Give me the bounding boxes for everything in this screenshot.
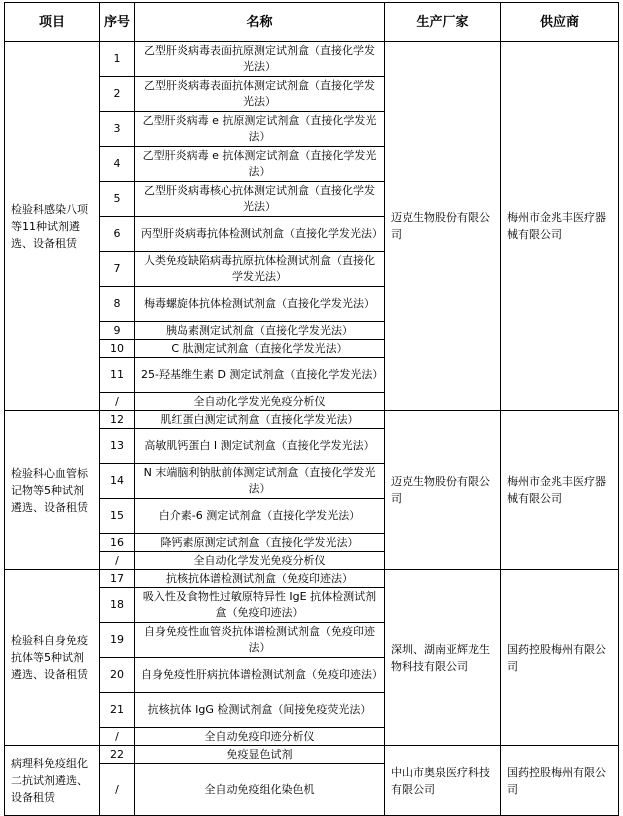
row-name: 乙型肝炎病毒表面抗体测定试剂盒（直接化学发光法）	[135, 77, 385, 112]
group-project: 检验科感染八项等11种试剂遴选、设备租赁	[5, 42, 100, 411]
row-name: 高敏肌钙蛋白 I 测定试剂盒（直接化学发光法）	[135, 429, 385, 464]
group-maker: 迈克生物股份有限公司	[385, 411, 501, 570]
group-project: 检验科心血管标记物等5种试剂遴选、设备租赁	[5, 411, 100, 570]
header-maker: 生产厂家	[385, 3, 501, 42]
row-name: 乙型肝炎病毒 e 抗原测定试剂盒（直接化学发光法）	[135, 112, 385, 147]
row-seq: 3	[100, 112, 135, 147]
row-seq: 1	[100, 42, 135, 77]
table-row	[5, 746, 619, 764]
row-seq: 7	[100, 252, 135, 287]
row-seq: 6	[100, 217, 135, 252]
row-name: 降钙素原测定试剂盒（直接化学发光法）	[135, 534, 385, 552]
row-seq: 18	[100, 588, 135, 623]
group-supplier: 国药控股梅州有限公司	[501, 746, 619, 816]
row-name: N 末端脑利钠肽前体测定试剂盒（直接化学发光法）	[135, 464, 385, 499]
header-seq: 序号	[100, 3, 135, 42]
row-seq: /	[100, 764, 135, 816]
row-name: 白介素-6 测定试剂盒（直接化学发光法）	[135, 499, 385, 534]
row-name: 抗核抗体谱检测试剂盒（免疫印迹法）	[135, 570, 385, 588]
row-seq: 20	[100, 658, 135, 693]
row-name: 梅毒螺旋体抗体检测试剂盒（直接化学发光法）	[135, 287, 385, 322]
group-project: 检验科自身免疫抗体等5种试剂遴选、设备租赁	[5, 570, 100, 746]
row-name: 胰岛素测定试剂盒（直接化学发光法）	[135, 322, 385, 340]
group-supplier: 梅州市金兆丰医疗器械有限公司	[501, 411, 619, 570]
group-maker: 中山市奥泉医疗科技有限公司	[385, 746, 501, 816]
row-seq: /	[100, 393, 135, 411]
row-name: C 肽测定试剂盒（直接化学发光法）	[135, 340, 385, 358]
row-seq: 14	[100, 464, 135, 499]
row-name: 全自动化学发光免疫分析仪	[135, 552, 385, 570]
row-seq: 4	[100, 147, 135, 182]
row-seq: 13	[100, 429, 135, 464]
row-seq: 19	[100, 623, 135, 658]
row-seq: 10	[100, 340, 135, 358]
row-name: 自身免疫性血管炎抗体谱检测试剂盒（免疫印迹法）	[135, 623, 385, 658]
row-seq: 21	[100, 693, 135, 728]
row-name: 全自动免疫组化染色机	[135, 764, 385, 816]
row-name: 免疫显色试剂	[135, 746, 385, 764]
row-name: 丙型肝炎病毒抗体检测试剂盒（直接化学发光法）	[135, 217, 385, 252]
row-name: 乙型肝炎病毒核心抗体测定试剂盒（直接化学发光法）	[135, 182, 385, 217]
row-seq: 5	[100, 182, 135, 217]
header-row	[5, 3, 619, 42]
row-name: 肌红蛋白测定试剂盒（直接化学发光法）	[135, 411, 385, 429]
table-row	[5, 570, 619, 588]
table-row	[5, 42, 619, 77]
row-name: 全自动免疫印迹分析仪	[135, 728, 385, 746]
group-maker: 深圳、湖南亚辉龙生物科技有限公司	[385, 570, 501, 746]
header-name: 名称	[135, 3, 385, 42]
row-seq: 2	[100, 77, 135, 112]
row-seq: 16	[100, 534, 135, 552]
row-name: 全自动化学发光免疫分析仪	[135, 393, 385, 411]
table-row	[5, 411, 619, 429]
row-name: 人类免疫缺陷病毒抗原抗体检测试剂盒（直接化学发光法）	[135, 252, 385, 287]
row-seq: /	[100, 728, 135, 746]
header-project: 项目	[5, 3, 100, 42]
row-seq: 22	[100, 746, 135, 764]
row-seq: 17	[100, 570, 135, 588]
group-supplier: 国药控股梅州有限公司	[501, 570, 619, 746]
group-supplier: 梅州市金兆丰医疗器械有限公司	[501, 42, 619, 411]
row-name: 乙型肝炎病毒表面抗原测定试剂盒（直接化学发光法）	[135, 42, 385, 77]
row-name: 自身免疫性肝病抗体谱检测试剂盒（免疫印迹法）	[135, 658, 385, 693]
row-seq: /	[100, 552, 135, 570]
header-supplier: 供应商	[501, 3, 619, 42]
group-project: 病理科免疫组化二抗试剂遴选、设备租赁	[5, 746, 100, 816]
row-name: 抗核抗体 IgG 检测试剂盒（间接免疫荧光法）	[135, 693, 385, 728]
row-seq: 12	[100, 411, 135, 429]
row-seq: 9	[100, 322, 135, 340]
row-name: 乙型肝炎病毒 e 抗体测定试剂盒（直接化学发光法）	[135, 147, 385, 182]
row-seq: 8	[100, 287, 135, 322]
row-seq: 11	[100, 358, 135, 393]
group-maker: 迈克生物股份有限公司	[385, 42, 501, 411]
row-seq: 15	[100, 499, 135, 534]
row-name: 25-羟基维生素 D 测定试剂盒（直接化学发光法）	[135, 358, 385, 393]
row-name: 吸入性及食物性过敏原特异性 IgE 抗体检测试剂盒（免疫印迹法）	[135, 588, 385, 623]
procurement-table	[4, 2, 619, 816]
